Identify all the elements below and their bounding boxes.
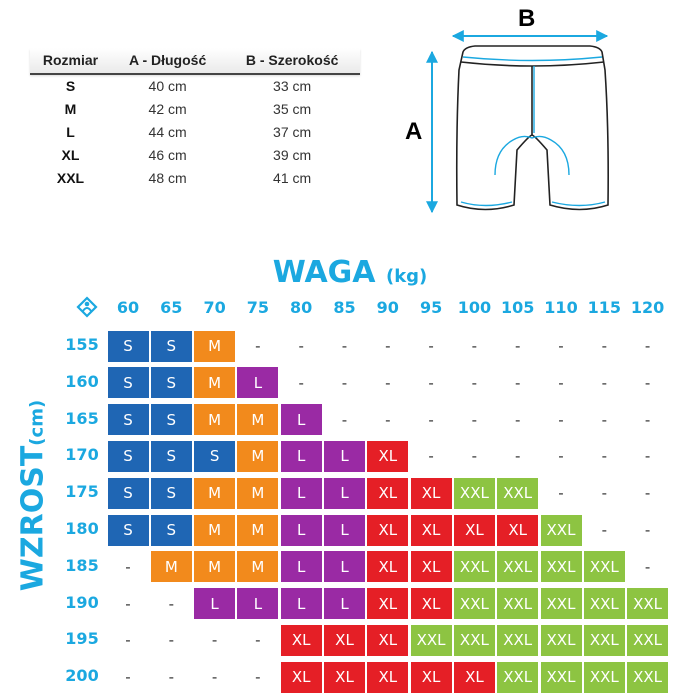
- weight-title-text: WAGA: [272, 255, 376, 290]
- size-cell-xl: XL: [367, 625, 408, 656]
- size-cell-s: S: [108, 404, 149, 435]
- empty-cell: -: [125, 594, 131, 613]
- empty-cell: -: [125, 557, 131, 576]
- header-length: A - Długość: [111, 48, 224, 74]
- size-cell-m: M: [194, 551, 235, 582]
- measurement-row: [30, 144, 360, 167]
- empty-cell: -: [341, 410, 348, 429]
- empty-cell: -: [341, 373, 348, 392]
- empty-cell: -: [428, 410, 434, 429]
- size-cell-xxl: XXL: [584, 625, 625, 656]
- size-cell-m: M: [237, 404, 278, 435]
- height-row-header: 160: [65, 371, 99, 391]
- height-row-header: 195: [65, 629, 99, 649]
- empty-cell: -: [644, 337, 651, 355]
- size-cell-xl: XL: [324, 625, 365, 656]
- empty-cell: -: [385, 373, 391, 392]
- empty-cell: -: [601, 521, 607, 539]
- empty-cell: -: [514, 447, 521, 466]
- empty-cell: -: [211, 631, 218, 650]
- height-title-unit: (cm): [26, 399, 48, 446]
- empty-cell: -: [428, 447, 434, 466]
- measurement-header-row: [30, 48, 360, 74]
- size-cell-m: M: [194, 404, 235, 435]
- empty-cell: -: [644, 410, 651, 429]
- empty-cell: -: [601, 484, 607, 503]
- size-cell-xl: XL: [367, 662, 408, 693]
- size-cell-m: M: [194, 515, 235, 546]
- size-cell-xl: XL: [411, 662, 452, 693]
- empty-cell: -: [471, 373, 478, 392]
- empty-cell: -: [168, 631, 174, 650]
- shorts-diagram: [395, 0, 635, 230]
- size-cell-s: S: [108, 367, 149, 398]
- width-cell: 35 cm: [273, 101, 312, 117]
- empty-cell: -: [514, 373, 521, 392]
- weight-column-header: 100: [457, 298, 492, 317]
- size-cell-xl: XL: [367, 441, 408, 472]
- height-row-header: 165: [65, 408, 99, 428]
- size-cell-xl: XL: [324, 662, 365, 693]
- size-cell-xl: XL: [411, 551, 452, 582]
- size-cell-m: M: [194, 331, 235, 362]
- size-cell-l: L: [324, 551, 365, 582]
- empty-cell: -: [428, 373, 434, 392]
- size-cell-xxl: XXL: [627, 662, 668, 693]
- size-cell-xxl: XXL: [454, 625, 495, 656]
- size-cell-xxl: XXL: [454, 588, 495, 619]
- height-row-header: 190: [65, 592, 99, 612]
- size-cell-xxl: XXL: [584, 551, 625, 582]
- empty-cell: -: [125, 631, 131, 650]
- size-cell: M: [64, 101, 77, 117]
- empty-cell: -: [255, 631, 261, 650]
- empty-cell: -: [341, 337, 348, 355]
- dimension-label-a: A: [405, 118, 423, 145]
- size-cell-l: L: [281, 404, 322, 435]
- empty-cell: -: [125, 668, 131, 687]
- weight-column-header: 75: [246, 298, 270, 317]
- empty-cell: -: [644, 373, 651, 392]
- dimension-label-b: B: [518, 5, 536, 32]
- empty-cell: -: [168, 668, 174, 687]
- size-cell-xl: XL: [281, 662, 322, 693]
- size-cell-l: L: [281, 551, 322, 582]
- size-cell: XL: [61, 147, 80, 163]
- measurement-row: [30, 74, 360, 98]
- size-cell-m: M: [237, 441, 278, 472]
- header-width: B - Szerokość: [224, 48, 360, 74]
- size-cell-l: L: [324, 588, 365, 619]
- weight-column-header: 110: [544, 298, 578, 317]
- size-cell-l: L: [324, 441, 365, 472]
- size-cell-l: L: [194, 588, 235, 619]
- size-cell-m: M: [151, 551, 192, 582]
- size-cell-l: L: [281, 588, 322, 619]
- empty-cell: -: [601, 410, 607, 429]
- empty-cell: -: [558, 410, 564, 429]
- size-cell-xl: XL: [367, 478, 408, 509]
- empty-cell: -: [385, 410, 391, 429]
- scale-person-icon: [76, 296, 98, 318]
- size-cell-s: S: [151, 478, 192, 509]
- size-cell-xxl: XXL: [627, 625, 668, 656]
- shorts-drawing: [395, 0, 635, 230]
- width-cell: 41 cm: [273, 170, 312, 186]
- size-cell-s: S: [151, 515, 192, 546]
- weight-title: [0, 255, 700, 290]
- size-cell-s: S: [151, 404, 192, 435]
- shorts-seams: [461, 57, 605, 206]
- size-cell: S: [65, 78, 76, 94]
- size-cell-xl: XL: [281, 625, 322, 656]
- empty-cell: -: [298, 373, 304, 392]
- size-cell-xxl: XXL: [497, 625, 538, 656]
- size-cell-l: L: [237, 367, 278, 398]
- size-cell-xxl: XXL: [497, 478, 538, 509]
- size-cell-xl: XL: [411, 478, 452, 509]
- size-cell-xxl: XXL: [541, 551, 582, 582]
- measurement-row: [30, 121, 360, 144]
- height-row-header: 200: [65, 666, 99, 686]
- size-cell-m: M: [237, 551, 278, 582]
- size-cell-xxl: XXL: [627, 588, 668, 619]
- shorts-outline: [457, 46, 608, 210]
- length-cell: 44 cm: [148, 124, 187, 140]
- empty-cell: -: [644, 484, 651, 503]
- size-cell-m: M: [237, 515, 278, 546]
- size-cell-xxl: XXL: [497, 551, 538, 582]
- size-cell-xxl: XXL: [541, 515, 582, 546]
- empty-cell: -: [601, 373, 607, 392]
- weight-column-header: 70: [203, 298, 226, 317]
- length-cell: 42 cm: [148, 101, 187, 117]
- empty-cell: -: [558, 373, 564, 392]
- size-cell-l: L: [324, 515, 365, 546]
- size-cell-xxl: XXL: [584, 588, 625, 619]
- empty-cell: -: [558, 484, 564, 503]
- empty-cell: -: [255, 337, 261, 355]
- height-row-header: 170: [65, 445, 99, 465]
- size-cell-xl: XL: [454, 515, 495, 546]
- size-cell-xxl: XXL: [411, 625, 452, 656]
- width-cell: 33 cm: [273, 78, 312, 94]
- empty-cell: -: [514, 337, 521, 355]
- size-cell: XXL: [56, 170, 85, 186]
- size-cell-s: S: [194, 441, 235, 472]
- length-cell: 46 cm: [148, 147, 187, 163]
- empty-cell: -: [211, 668, 218, 687]
- size-cell-s: S: [151, 331, 192, 362]
- weight-column-header: 90: [376, 298, 399, 317]
- size-cell-xl: XL: [497, 515, 538, 546]
- size-cell-xxl: XXL: [541, 588, 582, 619]
- empty-cell: -: [428, 337, 434, 355]
- width-cell: 39 cm: [273, 147, 312, 163]
- size-cell-m: M: [194, 367, 235, 398]
- empty-cell: -: [601, 337, 607, 355]
- size-cell-l: L: [281, 478, 322, 509]
- size-cell-s: S: [151, 441, 192, 472]
- empty-cell: -: [601, 447, 607, 466]
- empty-cell: -: [644, 447, 651, 466]
- empty-cell: -: [558, 337, 564, 355]
- size-cell-xxl: XXL: [454, 551, 495, 582]
- size-cell-xxl: XXL: [541, 662, 582, 693]
- weight-column-header: 105: [500, 298, 535, 317]
- weight-column-header: 115: [587, 298, 621, 317]
- width-cell: 37 cm: [273, 124, 312, 140]
- size-cell-m: M: [194, 478, 235, 509]
- measurement-row: [30, 98, 360, 121]
- empty-cell: -: [471, 447, 478, 466]
- size-cell-xl: XL: [411, 588, 452, 619]
- weight-column-header: 120: [630, 298, 665, 317]
- header-rozmiar: Rozmiar: [30, 48, 111, 74]
- height-row-header: 180: [65, 519, 99, 538]
- length-cell: 40 cm: [148, 78, 187, 94]
- weight-column-header: 65: [160, 298, 183, 317]
- size-cell-xl: XL: [367, 515, 408, 546]
- size-cell-m: M: [237, 478, 278, 509]
- height-row-header: 185: [65, 555, 99, 575]
- size-cell-s: S: [108, 441, 149, 472]
- empty-cell: -: [255, 668, 261, 687]
- size-cell-xxl: XXL: [584, 662, 625, 693]
- height-row-header: 155: [65, 335, 99, 354]
- weight-title-unit: (kg): [385, 266, 428, 287]
- weight-column-header: 95: [419, 298, 443, 317]
- size-cell-xl: XL: [454, 662, 495, 693]
- empty-cell: -: [471, 337, 478, 355]
- measurement-table: [30, 48, 360, 190]
- size-cell-l: L: [281, 515, 322, 546]
- size-cell-xxl: XXL: [541, 625, 582, 656]
- height-title-text: WZROST: [15, 445, 51, 592]
- height-row-header: 175: [65, 482, 99, 502]
- weight-column-header: 85: [333, 298, 356, 317]
- height-title: [16, 391, 51, 601]
- size-cell-s: S: [108, 331, 149, 362]
- empty-cell: -: [298, 337, 304, 355]
- size-cell-s: S: [151, 367, 192, 398]
- empty-cell: -: [471, 410, 478, 429]
- size-cell-xl: XL: [367, 551, 408, 582]
- length-cell: 48 cm: [148, 170, 187, 186]
- size-cell-l: L: [237, 588, 278, 619]
- weight-column-header: 60: [116, 298, 140, 317]
- size-cell-l: L: [324, 478, 365, 509]
- size-cell-xxl: XXL: [454, 478, 495, 509]
- size-cell-xl: XL: [411, 515, 452, 546]
- size-cell-l: L: [281, 441, 322, 472]
- weight-column-header: 80: [290, 298, 313, 317]
- empty-cell: -: [558, 447, 564, 466]
- empty-cell: -: [514, 410, 521, 429]
- empty-cell: -: [168, 594, 174, 613]
- measurement-row: [30, 167, 360, 190]
- size-cell: L: [66, 124, 75, 140]
- size-cell-xxl: XXL: [497, 588, 538, 619]
- size-cell-xxl: XXL: [497, 662, 538, 693]
- size-cell-xl: XL: [367, 588, 408, 619]
- size-cell-s: S: [108, 478, 149, 509]
- empty-cell: -: [644, 521, 651, 539]
- empty-cell: -: [644, 557, 651, 576]
- empty-cell: -: [385, 337, 391, 355]
- size-cell-s: S: [108, 515, 149, 546]
